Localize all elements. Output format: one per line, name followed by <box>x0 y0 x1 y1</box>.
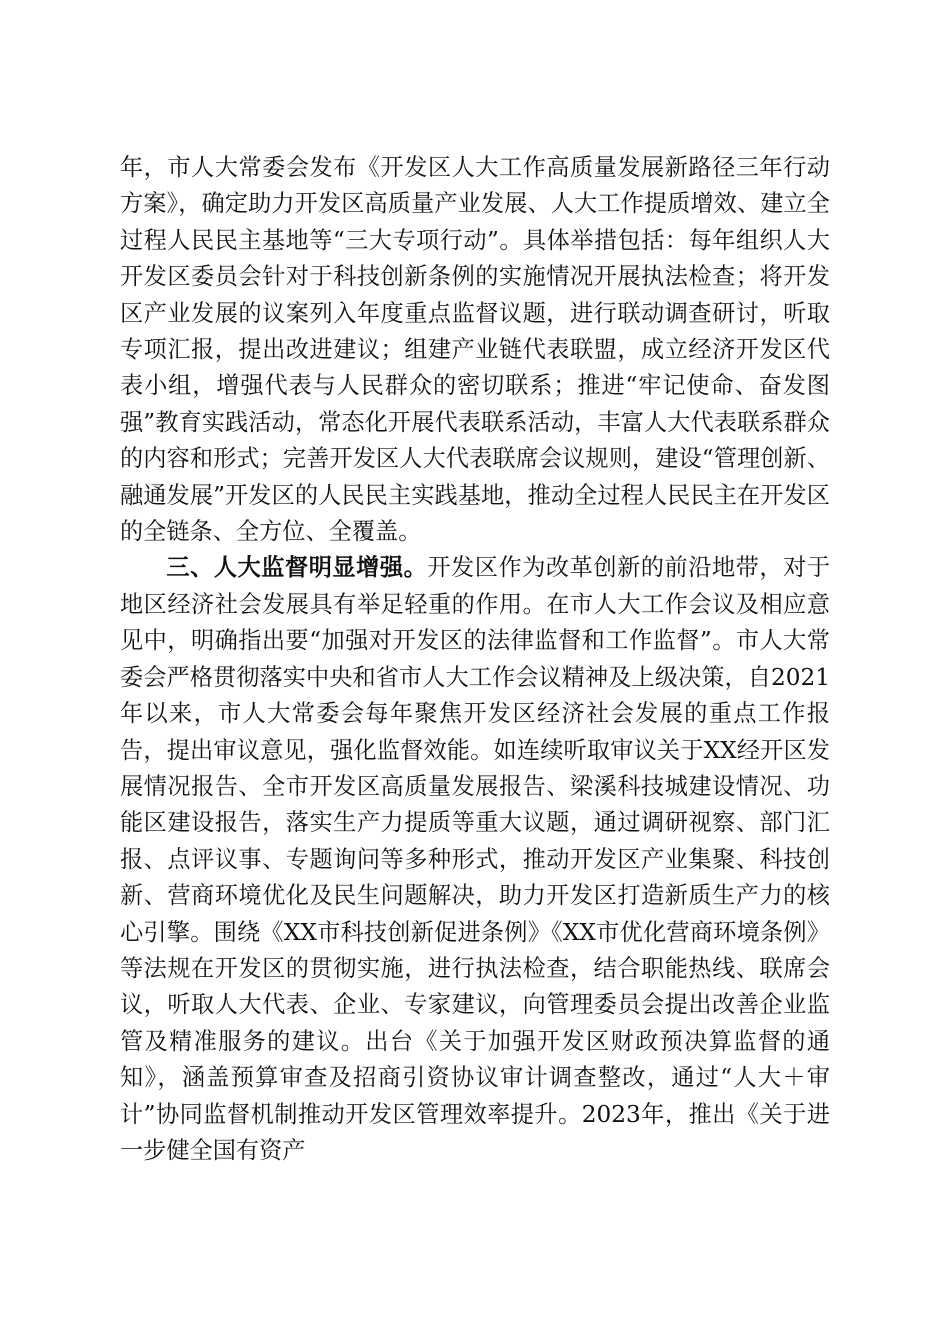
paragraph-text: 年，市人大常委会发布《开发区人大工作高质量发展新路径三年行动方案》，确定助力开发区高质量产业发展、人大工作提质增效、建立全过程人民民主基地等“三大专项行动”。具体举措包括：每年组织人大开发区委员会针对于科技创新条例的实施情况开展执法检查；将开发区产业发展的议案列入年度重点监督议题，进行联动调查研讨，听取专项汇报，提出改进建议；组建产业链代表联盟，成立经济开发区代表小组，增强代表与人民群众的密切联系；推进“牢记使命、奋发图强”教育实践活动，常态化开展代表联系活动，丰富人大代表联系群众的内容和形式；完善开发区人大代表联席会议规则，建设“管理创新、融通发展”开发区的人民民主实践基地，推动全过程人民民主在开发区的全链条、全方位、全覆盖。 <box>120 154 830 546</box>
section-heading: 三、人大监督明显增强。 <box>166 554 428 582</box>
document-body <box>120 150 830 1169</box>
paragraph-section-three <box>120 550 830 1169</box>
paragraph-continuation <box>120 150 830 550</box>
paragraph-text: 开发区作为改革创新的前沿地带，对于地区经济社会发展具有举足轻重的作用。在市人大工作会议及相应意见中，明确指出要“加强对开发区的法律监督和工作监督”。市人大常委会严格贯彻落实中央和省市人大工作会议精神及上级决策，自2021年以来，市人大常委会每年聚焦开发区经济社会发展的重点工作报告，提出审议意见，强化监督效能。如连续听取审议关于XX经开区发展情况报告、全市开发区高质量发展报告、梁溪科技城建设情况、功能区建设报告，落实生产力提质等重大议题，通过调研视察、部门汇报、点评议事、专题询问等多种形式，推动开发区产业集聚、科技创新、营商环境优化及民生问题解决，助力开发区打造新质生产力的核心引擎。围绕《XX市科技创新促进条例》《XX市优化营商环境条例》等法规在开发区的贯彻实施，进行执法检查，结合职能热线、联席会议，听取人大代表、企业、专家建议，向管理委员会提出改善企业监管及精准服务的建议。出台《关于加强开发区财政预决算监督的通知》，涵盖预算审查及招商引资协议审计调查整改，通过“人大＋审计”协同监督机制推动开发区管理效率提升。2023年，推出《关于进一步健全国有资产 <box>120 554 831 1164</box>
